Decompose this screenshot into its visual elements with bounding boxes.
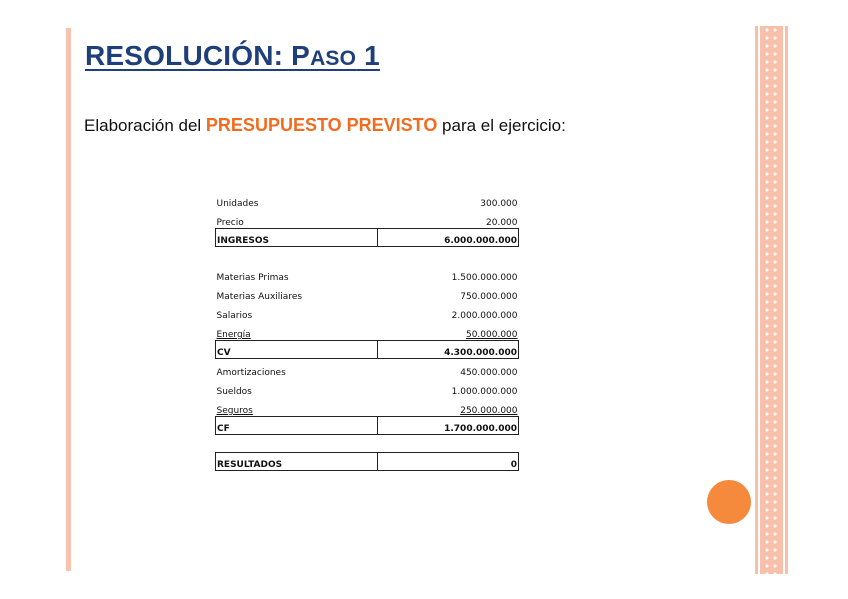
subtitle-after: para el ejercicio: (437, 116, 566, 135)
row-label: Amortizaciones (216, 368, 286, 378)
row-label: Salarios (216, 311, 253, 321)
row-label: RESULTADOS (216, 453, 378, 471)
row-value: 1.500.000.000 (451, 273, 518, 283)
row-label: Materias Auxiliares (216, 292, 303, 302)
table-row-total (216, 417, 519, 435)
row-label: Precio (216, 218, 244, 228)
row-value: 2.000.000.000 (451, 311, 518, 321)
row-value: 6.000.000.000 (378, 229, 519, 247)
row-label: Seguros (216, 406, 253, 416)
slide-title (85, 40, 380, 72)
table-spacer (216, 247, 519, 265)
table-row (216, 397, 519, 417)
row-value: 450.000.000 (460, 368, 518, 378)
row-value: 50.000.000 (465, 330, 518, 340)
subtitle-before: Elaboración del (84, 116, 206, 135)
right-decorative-border (755, 26, 788, 574)
border-stripe (758, 26, 760, 574)
border-stripe (783, 26, 785, 574)
table-row-result (216, 453, 519, 471)
row-value: 1.000.000.000 (451, 387, 518, 397)
title-main: RESOLUCIÓN: P (85, 40, 311, 71)
budget-table (215, 190, 519, 471)
table-row (216, 321, 519, 341)
table-row (216, 209, 519, 229)
table-row (216, 190, 519, 209)
border-dot-pattern (763, 26, 780, 574)
table-row-total (216, 341, 519, 359)
subtitle-highlight: PRESUPUESTO PREVISTO (205, 115, 438, 135)
table-row-total (216, 229, 519, 247)
decorative-circle (707, 480, 751, 524)
row-label: Energía (216, 330, 251, 340)
row-label: Sueldos (216, 387, 252, 397)
row-value: 250.000.000 (460, 406, 518, 416)
row-label: CV (216, 341, 378, 359)
table-row (216, 378, 519, 397)
row-value: 750.000.000 (460, 292, 518, 302)
row-value: 0 (378, 453, 519, 471)
table-row (216, 302, 519, 321)
row-value: 1.700.000.000 (378, 417, 519, 435)
row-value: 20.000 (486, 218, 518, 228)
title-number: 1 (356, 40, 380, 71)
title-small-caps: ASO (310, 47, 357, 70)
row-label: CF (216, 417, 378, 435)
left-accent-bar (66, 28, 71, 571)
row-value: 300.000 (480, 199, 518, 209)
slide-subtitle (84, 115, 566, 136)
row-label: INGRESOS (216, 229, 378, 247)
row-label: Unidades (216, 199, 259, 209)
table-row (216, 264, 519, 283)
row-label: Materias Primas (216, 273, 289, 283)
table-spacer (216, 435, 519, 453)
table-row (216, 283, 519, 302)
row-value: 4.300.000.000 (378, 341, 519, 359)
table-row (216, 359, 519, 379)
